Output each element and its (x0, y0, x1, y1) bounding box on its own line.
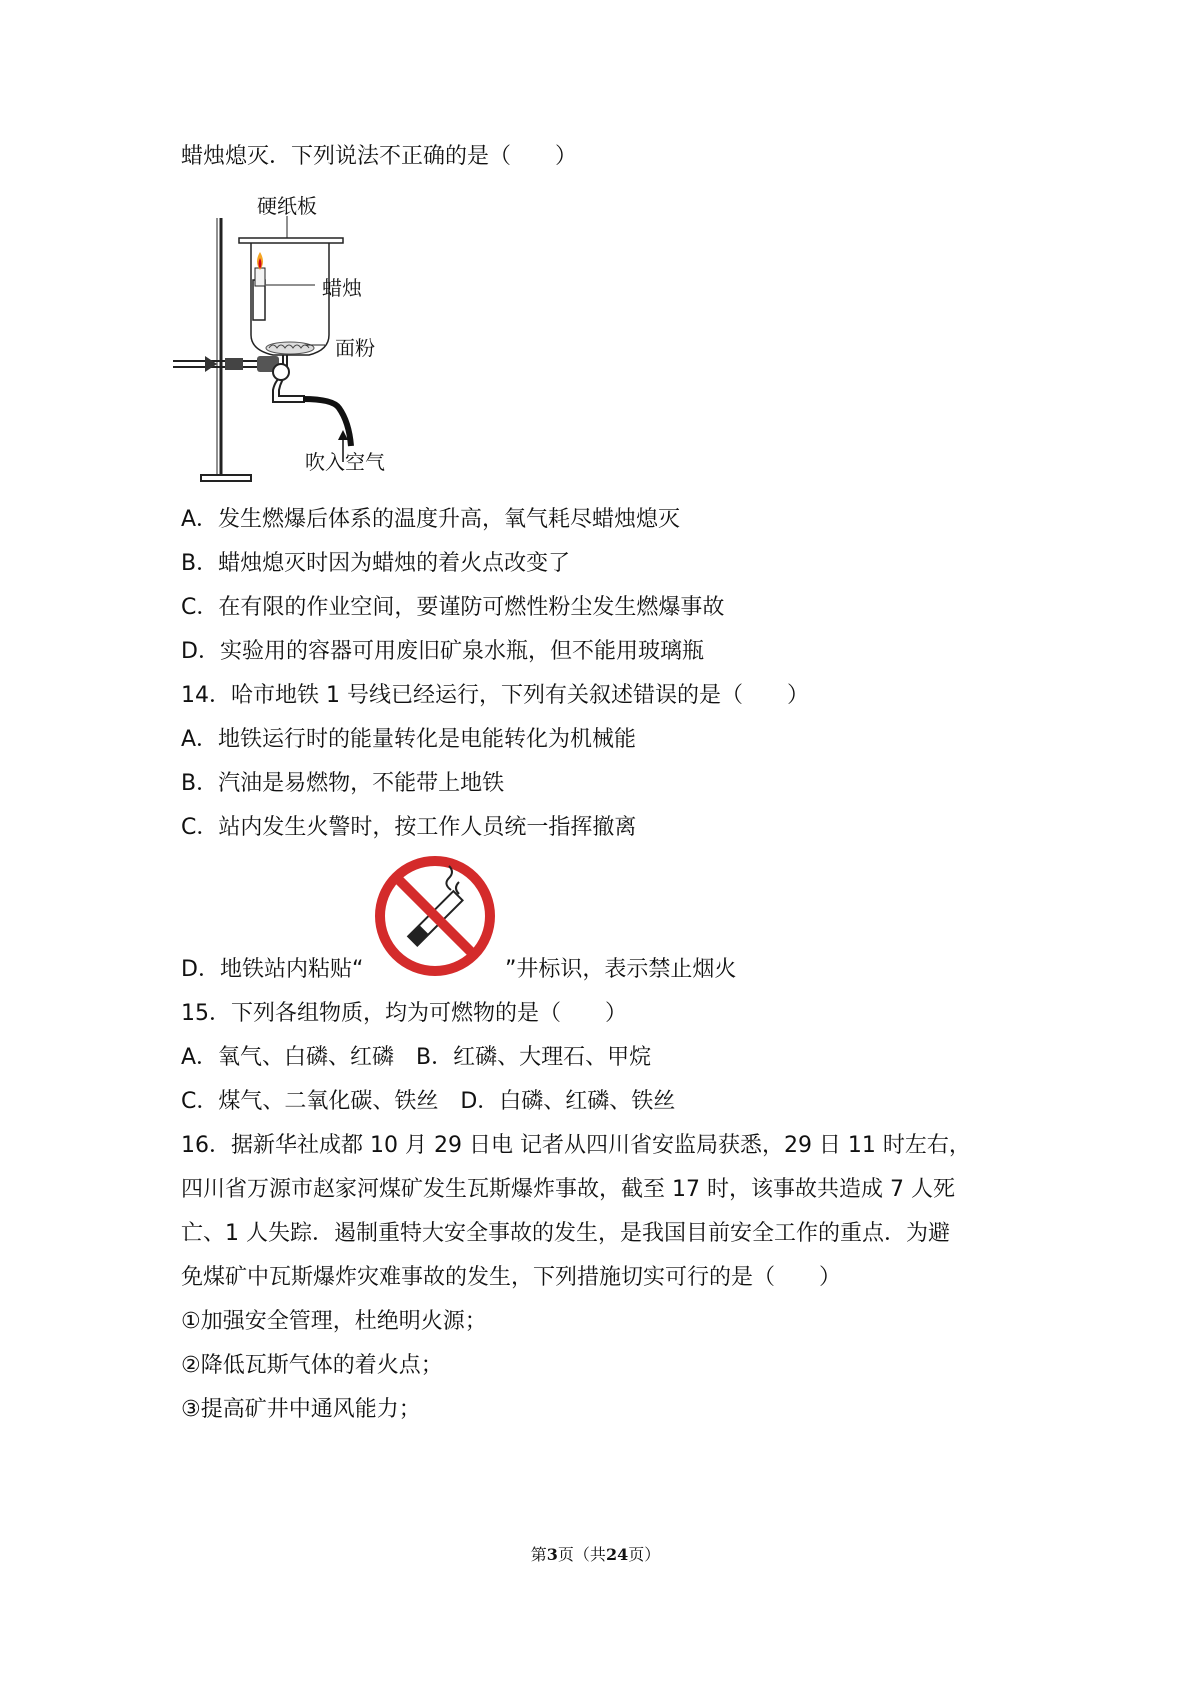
page-footer (0, 1542, 1191, 1565)
q16-line-1: 16．据新华社成都 10 月 29 日电 记者从四川省安监局获悉，29 日 11 时左右， (181, 1133, 971, 1158)
q14-option-d-before: D．地铁站内粘贴“ (181, 957, 364, 982)
q16-item-2: ②降低瓦斯气体的着火点； (181, 1353, 443, 1378)
label-blow-air: 吹入空气 (305, 450, 385, 474)
q16-item-1: ①加强安全管理，杜绝明火源； (181, 1309, 487, 1334)
q13-option-b: B．蜡烛熄灭时因为蜡烛的着火点改变了 (181, 551, 571, 576)
apparatus-diagram (165, 190, 445, 490)
q14-option-b: B．汽油是易燃物，不能带上地铁 (181, 771, 505, 796)
q14-stem: 14．哈市地铁 1 号线已经运行，下列有关叙述错误的是（ ） (181, 683, 809, 708)
q13-option-a: A．发生燃爆后体系的温度升高，氧气耗尽蜡烛熄灭 (181, 507, 681, 532)
q16-line-4: 免煤矿中瓦斯爆炸灾难事故的发生，下列措施切实可行的是（ ） (181, 1265, 842, 1290)
footer-page-number: 3 (546, 1545, 558, 1564)
q13-option-c: C．在有限的作业空间，要谨防可燃性粉尘发生燃爆事故 (181, 595, 725, 620)
q14-option-c: C．站内发生火警时，按工作人员统一指挥撤离 (181, 815, 637, 840)
q15-options-row1: A．氧气、白磷、红磷 B．红磷、大理石、甲烷 (181, 1045, 652, 1070)
q13-option-d: D．实验用的容器可用废旧矿泉水瓶，但不能用玻璃瓶 (181, 639, 704, 664)
label-candle: 蜡烛 (322, 276, 362, 300)
footer-total-pages: 24 (605, 1545, 629, 1564)
q14-option-d-after: ”井标识，表示禁止烟火 (505, 957, 737, 982)
q15-stem: 15．下列各组物质，均为可燃物的是（ ） (181, 1001, 627, 1026)
label-cardboard: 硬纸板 (257, 194, 317, 218)
q16-line-2: 四川省万源市赵家河煤矿发生瓦斯爆炸事故，截至 17 时，该事故共造成 7 人死 (181, 1177, 955, 1202)
footer-prefix: 第 (530, 1545, 547, 1564)
label-flour: 面粉 (335, 336, 375, 360)
footer-suffix: 页） (628, 1545, 661, 1564)
q13-stem: 蜡烛熄灭．下列说法不正确的是（ ） (181, 144, 578, 169)
q16-line-3: 亡、1 人失踪．遏制重特大安全事故的发生，是我国目前安全工作的重点．为避 (181, 1221, 950, 1246)
no-smoking-sign-icon (375, 856, 495, 976)
apparatus-figure (165, 190, 445, 490)
q14-option-a: A．地铁运行时的能量转化是电能转化为机械能 (181, 727, 637, 752)
q15-options-row2: C．煤气、二氧化碳、铁丝 D．白磷、红磷、铁丝 (181, 1089, 676, 1114)
footer-mid: 页（共 (557, 1545, 606, 1564)
q16-item-3: ③提高矿井中通风能力； (181, 1397, 421, 1422)
